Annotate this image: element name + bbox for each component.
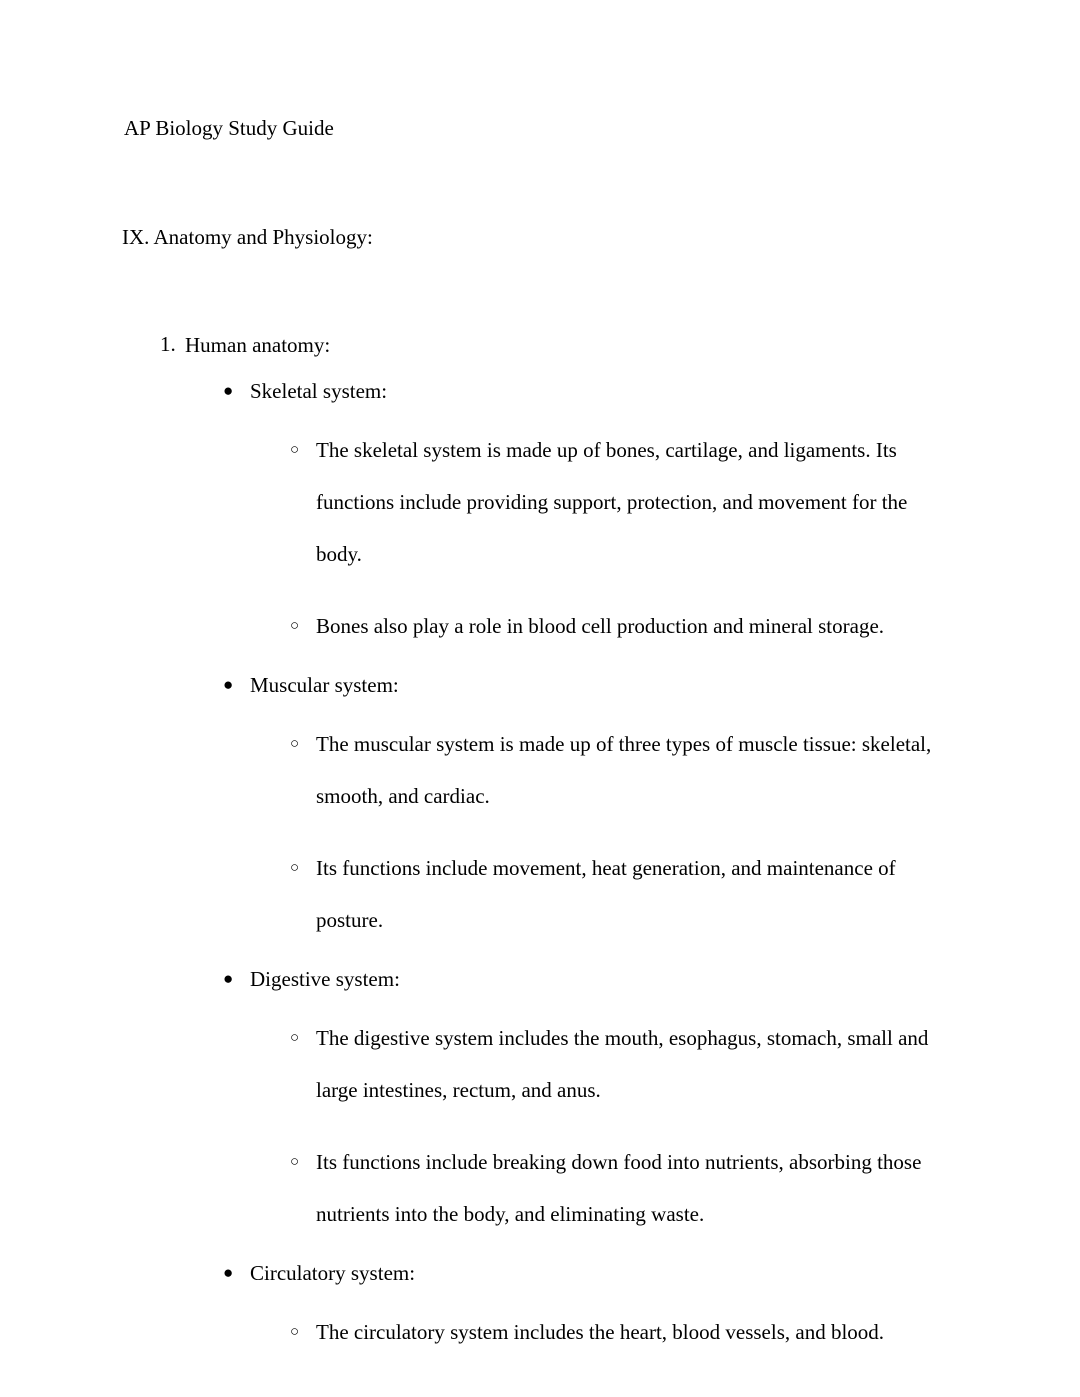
list-item-detail — [250, 600, 958, 652]
outline-level-1 — [122, 332, 958, 1358]
bullet-hollow-icon: ○ — [290, 442, 300, 458]
ordered-marker: 1. — [160, 332, 176, 356]
detail-text: Its functions include movement, heat generation, and maintenance of posture. — [316, 856, 896, 932]
list-item-human-anatomy — [122, 332, 958, 1358]
outline-level-2 — [185, 378, 958, 1358]
list-item-skeletal-system — [185, 378, 958, 652]
list-item-detail — [250, 1012, 958, 1116]
list-item-detail — [250, 842, 958, 946]
detail-text: The circulatory system includes the heart, blood vessels, and blood. — [316, 1320, 885, 1344]
outline-level-3 — [250, 1306, 958, 1358]
system-label: Digestive system: — [250, 967, 400, 991]
detail-text: The skeletal system is made up of bones, cartilage, and ligaments. Its functions include providing support, protection, and movement for the body. — [316, 438, 908, 566]
list-item-detail — [250, 1136, 958, 1240]
system-label: Skeletal system: — [250, 379, 388, 403]
list-item-digestive-system — [185, 966, 958, 1240]
outline-level-3 — [250, 1012, 958, 1240]
bullet-filled-icon: ● — [223, 675, 234, 694]
list-item-detail — [250, 424, 958, 580]
list-item-detail — [250, 718, 958, 822]
list-item-circulatory-system — [185, 1260, 958, 1358]
outline-level-3 — [250, 424, 958, 652]
bullet-filled-icon: ● — [223, 1263, 234, 1282]
bullet-hollow-icon: ○ — [290, 1030, 300, 1046]
outline-level-3 — [250, 718, 958, 946]
detail-text: Its functions include breaking down food into nutrients, absorbing those nutrients into the body, and eliminating waste. — [316, 1150, 922, 1226]
bullet-hollow-icon: ○ — [290, 618, 300, 634]
bullet-hollow-icon: ○ — [290, 860, 300, 876]
list-item-label: Human anatomy: — [185, 333, 331, 357]
section-heading: IX. Anatomy and Physiology: — [122, 225, 373, 249]
bullet-filled-icon: ● — [223, 969, 234, 988]
system-label: Muscular system: — [250, 673, 399, 697]
detail-text: The muscular system is made up of three types of muscle tissue: skeletal, smooth, and cardiac. — [316, 732, 932, 808]
detail-text: The digestive system includes the mouth, esophagus, stomach, small and large intestines, rectum, and anus. — [316, 1026, 929, 1102]
bullet-hollow-icon: ○ — [290, 1324, 300, 1340]
bullet-hollow-icon: ○ — [290, 736, 300, 752]
bullet-hollow-icon: ○ — [290, 1154, 300, 1170]
list-item-muscular-system — [185, 672, 958, 946]
bullet-filled-icon: ● — [223, 381, 234, 400]
list-item-detail — [250, 1306, 958, 1358]
system-label: Circulatory system: — [250, 1261, 416, 1285]
document-title: AP Biology Study Guide — [124, 116, 334, 140]
detail-text: Bones also play a role in blood cell production and mineral storage. — [316, 614, 885, 638]
